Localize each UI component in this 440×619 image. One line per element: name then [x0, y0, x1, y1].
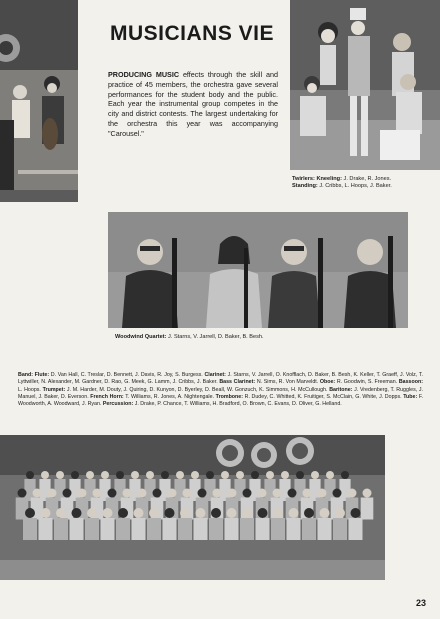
- page-number: 23: [416, 598, 427, 608]
- intro-lead: PRODUCING MUSIC: [108, 70, 180, 79]
- band-section-names: R. Goodwin, S. Freeman.: [335, 379, 399, 386]
- band-section-names: J. Vredenberg, T. Ruggles, J. Manuel, J. Baker, D. Everson.: [18, 386, 423, 400]
- band-section-names: N. Sims, R. Von Marveldt.: [255, 379, 320, 386]
- woodwind-caption: [115, 334, 415, 341]
- twirlers-photo: [290, 0, 440, 170]
- woodwind-names: J. Starns, V. Jarrell, D. Baker, B. Besh.: [168, 334, 264, 340]
- twirlers-label: Twirlers:: [292, 176, 315, 182]
- standing-label: Standing:: [292, 183, 318, 190]
- page-title: MUSICIANS VIE: [110, 22, 275, 45]
- orchestra-photo: [0, 0, 78, 202]
- band-section-label: Percussion:: [102, 401, 134, 408]
- band-section-label: Bassoon:: [398, 379, 423, 386]
- band-section-label: French Horn:: [90, 393, 124, 400]
- band-section-label: Clarinet:: [204, 372, 226, 378]
- band-section-names: J. M. Harder, M. Douty, J. Quiring, D. Kunyon, D. Byerley, D. Beall, W. Gonzuch, K. Simmons, H. McCullough.: [65, 386, 330, 393]
- band-section-names: J. Drake, P. Chance, T. Williams, H. Bradford, O. Brown, C. Evans, D. Oliver, G. Helland.: [133, 401, 342, 408]
- intro-paragraph: [108, 70, 278, 139]
- band-section-names: J. Starns, V. Jarrell, O. Knofflach, D. Baker, B. Besh, K. Keller, T. Graeff, J. Volz, T. Lyttwiller, N. Alexander, M. Gardner, D. Rao, G. Meek, G. Lamm, J. Cribbs, J. Baker.: [18, 372, 423, 386]
- band-section-names: F. Woodworth, A. Woodward, J. Ryan.: [18, 393, 423, 408]
- band-section-names: T. Williams, R. Jones, A. Nightengale.: [123, 393, 216, 400]
- band-caption: [18, 372, 423, 408]
- band-section-label: Tube:: [403, 393, 418, 400]
- band-section-names: R. Dudey, C. Whitted, K. Fruitiger, S. McClain, G. White, J. Dopps.: [243, 393, 404, 400]
- twirlers-caption: [292, 176, 432, 191]
- standing-names: J. Cribbs, L. Hoops, J. Baker.: [319, 183, 392, 190]
- band-section-label: Oboe:: [319, 379, 336, 386]
- woodwind-label: Woodwind Quartet:: [115, 334, 167, 340]
- band-section-names: D. Van Hall, C. Treslar, D. Bennett, J. Davis, R. Joy, S. Burgess.: [49, 372, 205, 378]
- band-section-names: L. Hoops.: [18, 386, 43, 393]
- intro-body: effects through the skill and practice of 45 members, the orchestra gave several performances for the student body and the public. Each year the instrumental group competes in the city and district contests. The largest undertaking for the orchestra this year was accompanying "Carousel.": [108, 70, 278, 138]
- band-section-label: Trombone:: [215, 393, 243, 400]
- band-photo: [0, 435, 385, 580]
- band-section-label: Bass Clarinet:: [219, 379, 256, 386]
- kneeling-names: J. Drake, R. Jones.: [343, 176, 392, 182]
- band-section-label: Band: Flute:: [18, 372, 50, 378]
- woodwind-quartet-photo: [108, 212, 408, 328]
- band-section-label: Baritone:: [329, 386, 353, 393]
- kneeling-label: Kneeling:: [316, 176, 342, 182]
- band-section-label: Trumpet:: [42, 386, 66, 393]
